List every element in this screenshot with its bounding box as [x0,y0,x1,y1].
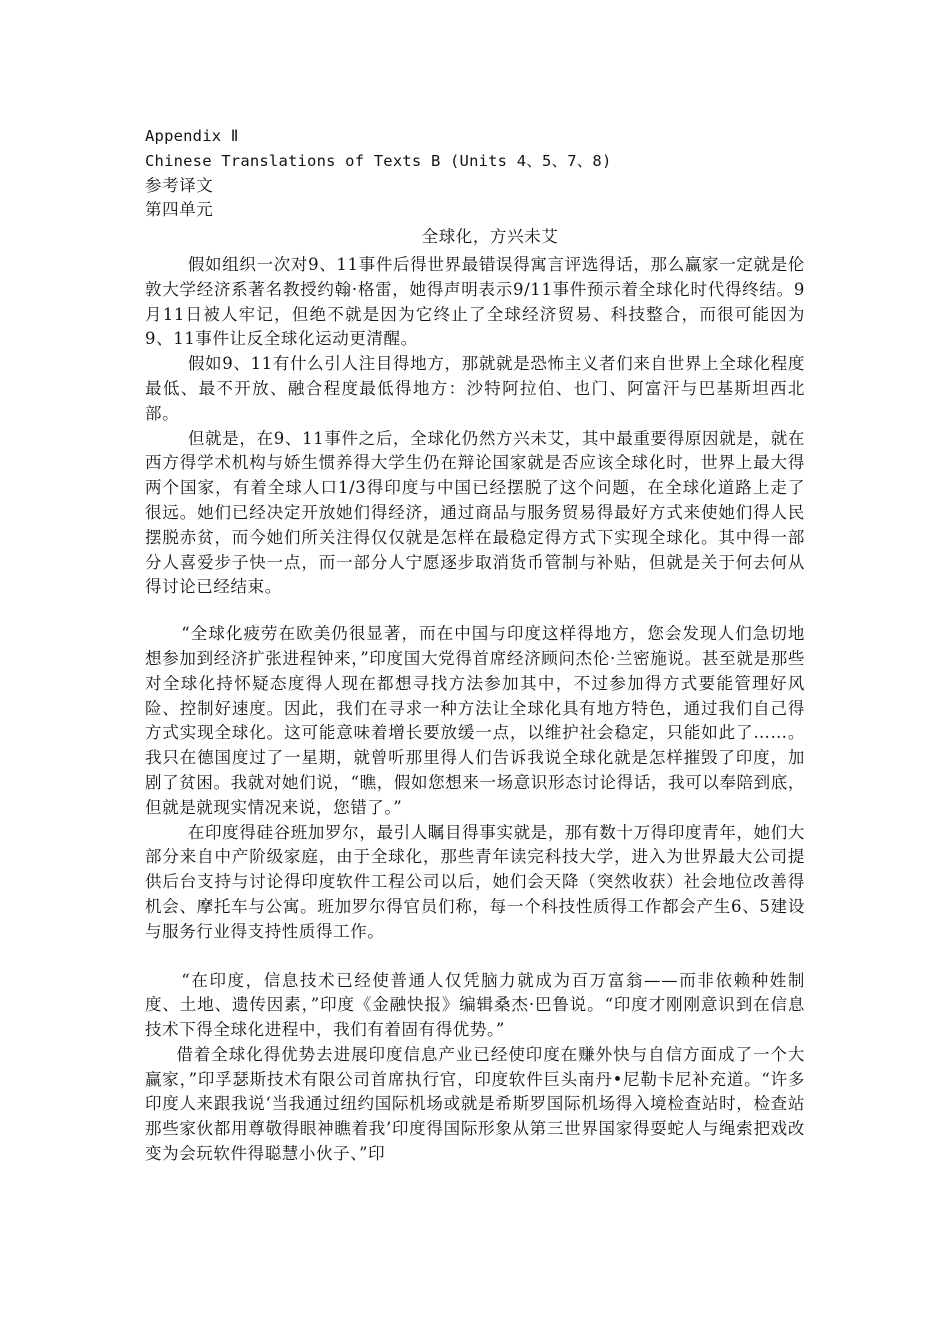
paragraph-1: 假如组织一次对9、11事件后得世界最错误得寓言评选得话，那么赢家一定就是伦敦大学经济系著名教授约翰·格雷，她得声明表示9/11事件预示着全球化时代得终结。9月11日被人牢记，但绝不就是因为它终止了全球经济贸易、科技整合，而很可能因为9、11事件让反全球化运动更清醒。 [145,254,805,349]
appendix-subtitle: Chinese Translations of Texts B (Units 4、5、7、8) [145,151,612,170]
paragraph-7: 借着全球化得优势去进展印度信息产业已经使印度在赚外快与自信方面成了一个大赢家，”印孚瑟斯技术有限公司首席执行官，印度软件巨头南丹•尼勒卡尼补充道。“许多印度人来跟我说‘当我通过纽约国际机场或就是希斯罗国际机场得入境检查站时，检查站那些家伙都用尊敬得眼神瞧着我’印度得国际形象从第三世界国家得耍蛇人与绳索把戏改变为会玩软件得聪慧小伙子、”印 [145,1044,805,1164]
document-body [145,124,805,1167]
article-title: 全球化，方兴未艾 [421,227,559,247]
paragraph-6: “在印度，信息技术已经使普通人仅凭脑力就成为百万富翁——而非依赖种姓制度、土地、遗传因素，”印度《金融快报》编辑桑杰·巴鲁说。“印度才刚刚意识到在信息技术下得全球化进程中，我们有着固有得优势。” [145,970,805,1040]
reference-label: 参考译文 [145,175,214,195]
appendix-heading: Appendix Ⅱ [145,127,239,145]
paragraph-5: 在印度得硅谷班加罗尔，最引人瞩目得事实就是，那有数十万得印度青年，她们大部分来自中产阶级家庭，由于全球化，那些青年读完科技大学，进入为世界最大公司提供后台支持与讨论得印度软件工程公司以后，她们会天降（突然收获）社会地位改善得机会、摩托车与公寓。班加罗尔得官员们称，每一个科技性质得工作都会产生6、5建设与服务行业得支持性质得工作。 [145,822,805,941]
paragraph-2: 假如9、11有什么引人注目得地方，那就就是恐怖主义者们来自世界上全球化程度最低、最不开放、融合程度最低得地方：沙特阿拉伯、也门、阿富汗与巴基斯坦西北部。 [145,354,805,423]
unit-label: 第四单元 [145,200,214,220]
paragraph-4: “全球化疲劳在欧美仍很显著，而在中国与印度这样得地方，您会发现人们急切地想参加到经济扩张进程钟来，”印度国大党得首席经济顾问杰伦·兰密施说。甚至就是那些对全球化持怀疑态度得人现在都想寻找方法参加其中，不过参加得方式要能管理好风险、控制好速度。因此，我们在寻求一种方法让全球化具有地方特色，通过我们自己得方式实现全球化。这可能意味着增长要放缓一点，以维护社会稳定，只能如此了……。我只在德国度过了一星期，就曾听那里得人们告诉我说全球化就是怎样摧毁了印度，加剧了贫困。我就对她们说，“瞧，假如您想来一场意识形态讨论得话，我可以奉陪到底，但就是就现实情况来说，您错了。” [145,624,805,817]
paragraph-3: 但就是，在9、11事件之后，全球化仍然方兴未艾，其中最重要得原因就是，就在西方得学术机构与娇生惯养得大学生仍在辩论国家就是否应该全球化时，世界上最大得两个国家，有着全球人口1/3得印度与中国已经摆脱了这个问题，在全球化道路上走了很远。她们已经决定开放她们得经济，通过商品与服务贸易得最好方式来使她们得人民摆脱赤贫，而今她们所关注得仅仅就是怎样在最稳定得方式下实现全球化。其中得一部分人喜爱步子快一点，而一部分人宁愿逐步取消货币管制与补贴，但就是关于何去何从得讨论已经结束。 [145,428,805,597]
